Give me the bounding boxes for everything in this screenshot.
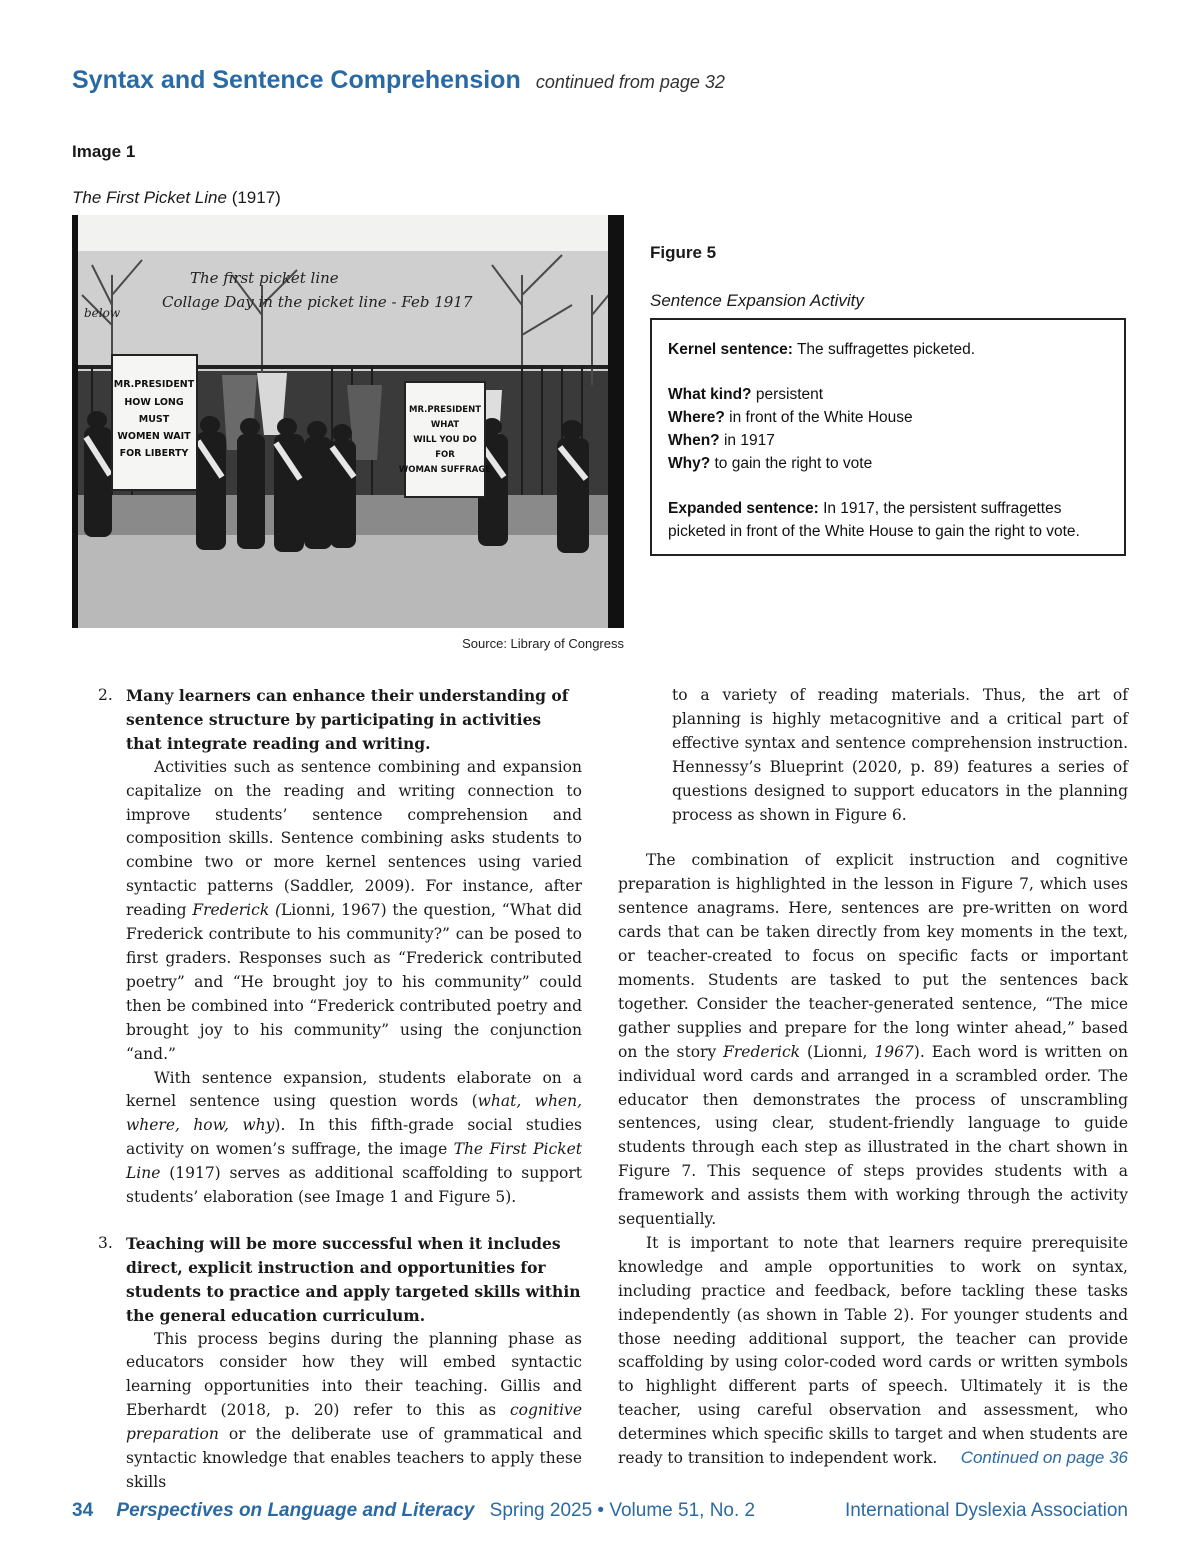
list-item-3: [98, 1232, 582, 1495]
what-kind-row: [668, 383, 1108, 406]
image-caption: [72, 188, 281, 208]
handwriting-left: below: [84, 306, 121, 320]
banner-right-line5: WOMAN SUFFRAGE: [398, 465, 492, 475]
banner-left-line5: FOR LIBERTY: [119, 448, 189, 459]
organization-name: International Dyslexia Association: [844, 1500, 1128, 1521]
kernel-text: The suffragettes picketed.: [796, 341, 976, 358]
why-label: Why?: [668, 455, 711, 472]
item-number: 3.: [98, 1233, 113, 1252]
banner-left-line3: MUST: [138, 414, 170, 425]
banner-right-line3: WILL YOU DO: [413, 435, 477, 445]
issue-info: Spring 2025 • Volume 51, No. 2: [489, 1500, 756, 1521]
handwriting-line2: Collage Day in the picket line - Feb 1917: [162, 293, 473, 311]
where-text: in front of the White House: [729, 409, 913, 426]
where-label: Where?: [668, 409, 725, 426]
item-2-paragraph-2: With sentence expansion, students elaborate on a kernel sentence using question words (what, when, where, how, why). In this fifth-grade social studies activity on women’s suffrage, the image The First Picket Line (1917) serves as additional scaffolding to support students’ elaboration (see Image 1 and Figure 5).: [126, 1068, 583, 1207]
where-row: [668, 406, 1108, 429]
image-caption-year: (1917): [231, 188, 281, 207]
when-text: in 1917: [723, 432, 775, 449]
kernel-label: Kernel sentence:: [668, 341, 793, 358]
why-text: to gain the right to vote: [714, 455, 873, 472]
page-header: [72, 66, 725, 95]
banner-right-line2: WHAT: [430, 420, 460, 430]
list-item-2: [98, 684, 582, 1210]
picket-line-photo: [72, 215, 624, 628]
image-label: Image 1: [72, 142, 136, 161]
banner-right-line1: MR.PRESIDENT: [408, 405, 482, 415]
item-2-paragraph-1: Activities such as sentence combining and expansion capitalize on the reading and writing connection to improve students’ sentence comprehension and composition skills. Sentence combining asks students to combine two or more kernel sentences using varied syntactic patterns (Saddler, 2009). For instance, after reading Frederick (Lionni, 1967) the question, “What did Frederick contribute to his community?” can be posed to first graders. Responses such as “Frederick contributed poetry” and “He brought joy to his community” could then be combined into “Frederick contributed poetry and brought joy to his community” using the conjunction “and.”: [126, 757, 582, 1063]
expanded-sentence-row: [668, 497, 1108, 543]
expanded-text: In 1917, the persistent suffragettes picketed in front of the White House to gain the right to vote.: [668, 500, 1080, 540]
page-number: 34: [72, 1500, 94, 1521]
item-2-lead: Many learners can enhance their understanding of sentence structure by participating in activities that integrate reading and writing.: [126, 686, 569, 753]
continued-from-note: continued from page 32: [535, 72, 725, 92]
right-paragraph-1: The combination of explicit instruction and cognitive preparation is highlighted in the lesson in Figure 7, which uses sentence anagrams. Here, sentences are pre-written on word cards that can be taken directly from key moments in the text, or teacher-created to focus on specific facts or important moments. Students are tasked to put the sentences back together. Consider the teacher-generated sentence, “The mice gather supplies and prepare for the long winter ahead,” based on the story Frederick (Lionni, 1967). Each word is written on individual word cards and arranged in a scrambled order. The educator then demonstrates the process of unscrambling sentences, using clear, student-friendly language to guide students through each step as illustrated in the chart shown in Figure 7. This sequence of steps provides students with a framework and assists them with working through the activity sequentially.: [618, 851, 1128, 1229]
page-footer: [72, 1500, 1128, 1522]
when-label: When?: [668, 432, 720, 449]
item-number: 2.: [98, 686, 113, 704]
right-column: [618, 684, 1128, 1471]
item-3-lead: Teaching will be more successful when it includes direct, explicit instruction and opportunities for students to practice and apply targeted skills within the general education curriculum.: [126, 1233, 581, 1325]
what-text: persistent: [755, 386, 824, 403]
banner-left-line1: MR.PRESIDENT: [113, 379, 195, 390]
banner-left-line2: HOW LONG: [124, 397, 184, 408]
figure-label: Figure 5: [650, 243, 717, 262]
image-caption-title: The First Picket Line: [72, 188, 227, 207]
continued-on-link[interactable]: Continued on page 36: [960, 1448, 1128, 1467]
right-paragraph-2: It is important to note that learners require prerequisite knowledge and ample opportunities to work on syntax, including practice and feedback, before tackling these tasks independently (as shown in Table 2). For younger students and those needing additional support, the teacher can provide scaffolding by using color-coded word cards or written symbols to highlight different parts of speech. Ultimately it is the teacher, using careful observation and assessment, who determines which specific skills to target and when students are ready to transition to independent work.: [618, 1233, 1128, 1468]
article-title: Syntax and Sentence Comprehension: [72, 66, 521, 94]
expanded-label: Expanded sentence:: [668, 500, 819, 517]
what-label: What kind?: [668, 386, 752, 403]
right-paragraph-0: to a variety of reading materials. Thus, the art of planning is highly metacognitive and a critical part of effective syntax and sentence comprehension instruction. Hennessy’s Blueprint (2020, p. 89) features a series of questions designed to support educators in the planning process as shown in Figure 6.: [672, 686, 1128, 824]
figure-caption: Sentence Expansion Activity: [650, 291, 864, 310]
why-row: [668, 452, 1108, 475]
left-column: [98, 684, 582, 1495]
item-3-paragraph-1: This process begins during the planning phase as educators consider how they will embed syntactic learning opportunities into their teaching. Gillis and Eberhardt (2018, p. 20) refer to this as cognitive preparation or the deliberate use of grammatical and syntactic knowledge that enables teachers to apply these skills: [126, 1329, 582, 1491]
journal-name: Perspectives on Language and Literacy: [116, 1500, 475, 1521]
image-source: Source: Library of Congress: [462, 636, 624, 651]
handwriting-line1: The first picket line: [190, 269, 339, 287]
sentence-expansion-box: [650, 318, 1126, 556]
banner-right-line4: FOR: [435, 450, 455, 460]
kernel-sentence-row: [668, 338, 1108, 361]
when-row: [668, 429, 1108, 452]
banner-left-line4: WOMEN WAIT: [117, 431, 191, 442]
